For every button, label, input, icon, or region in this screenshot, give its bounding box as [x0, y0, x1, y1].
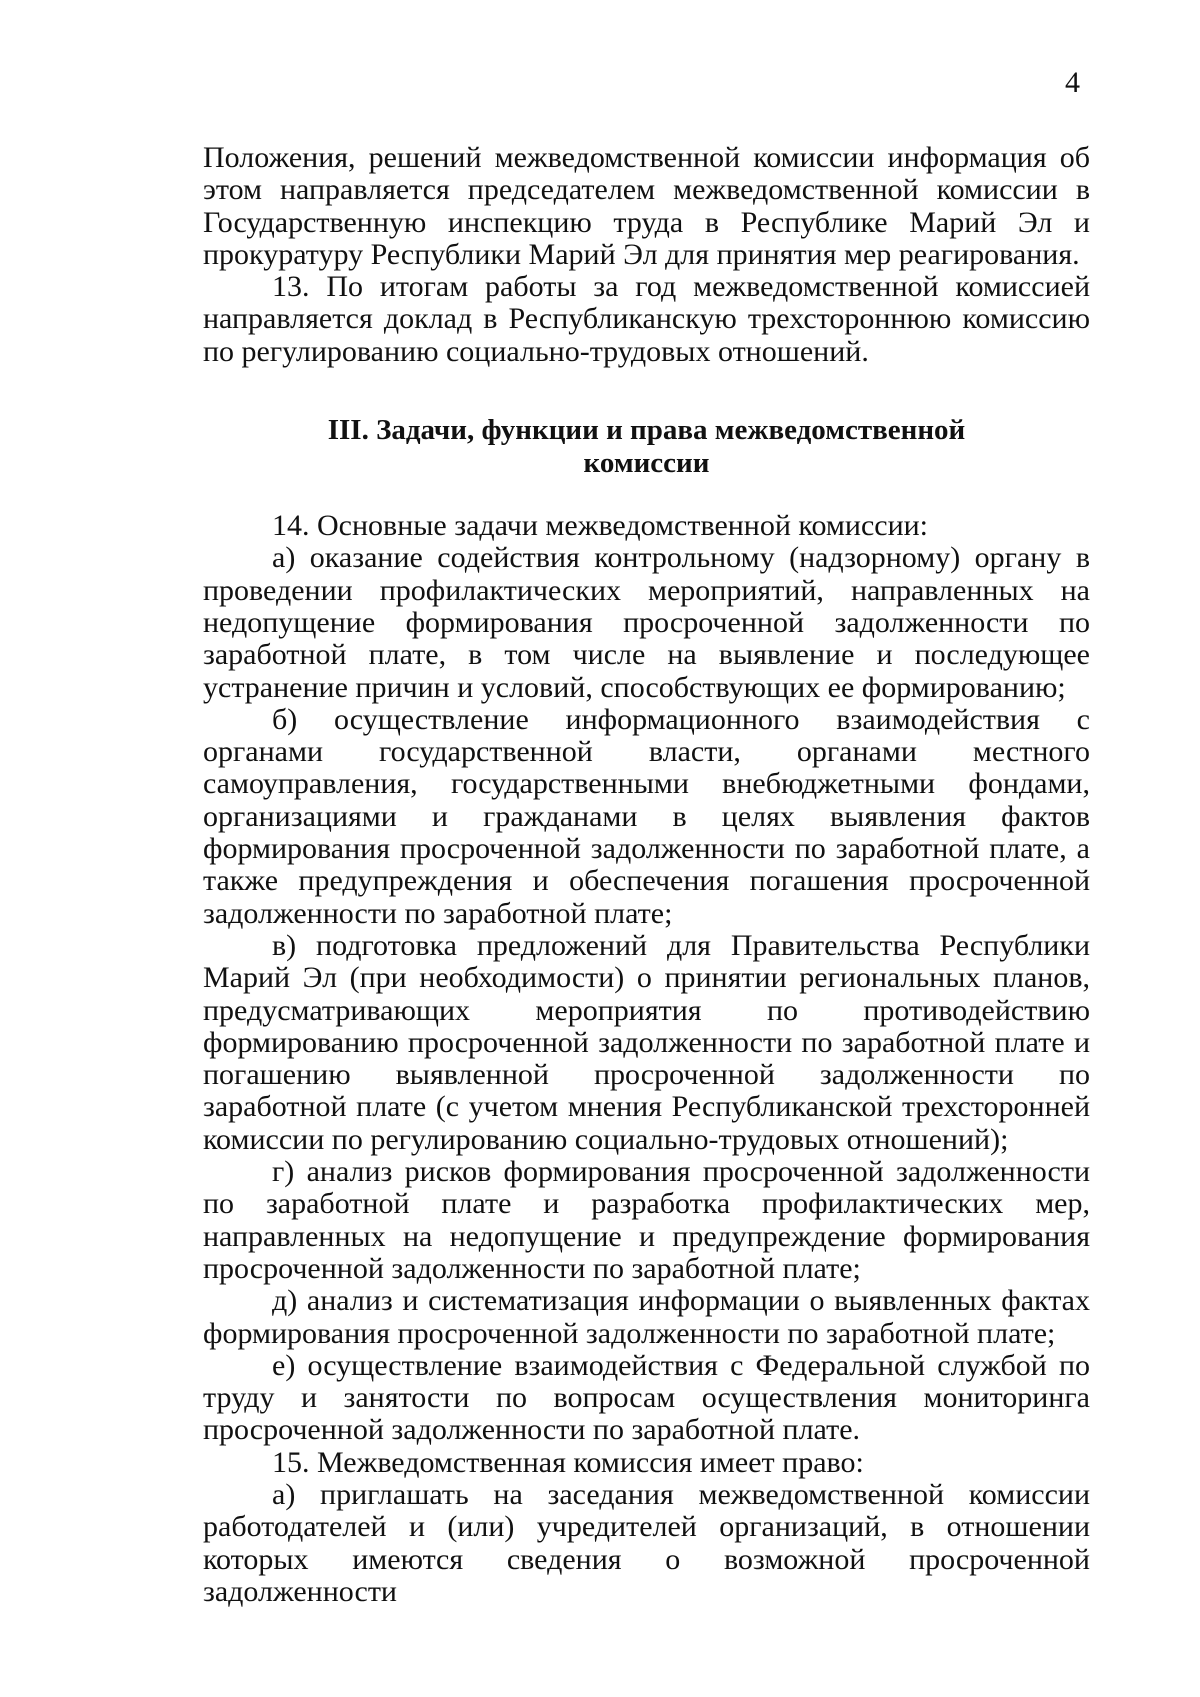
section-heading	[203, 414, 1090, 480]
section-heading-line-2: комиссии	[583, 447, 710, 480]
document-body	[203, 142, 1090, 1608]
paragraph-15: 15. Межведомственная комиссия имеет право:	[272, 1445, 864, 1479]
paragraph-continuation: Положения, решений межведомственной комиссии информация об этом направляется председателем межведомственной комиссии в Государственную инспекцию труда в Республике Марий Эл и прокуратуру Республики Марий Эл для принятия мер реагирования.	[203, 141, 1090, 271]
paragraph-14-d: д) анализ и систематизация информации о выявленных фактах формирования просроченной задолженности по заработной плате;	[203, 1284, 1090, 1350]
paragraph-14-b: б) осуществление информационного взаимодействия с органами государственной власти, органами местного самоуправления, государственными внебюджетными фондами, организациями и гражданами в целях выявления фактов формирования просроченной задолженности по заработной плате, а также предупреждения и обеспечения погашения просроченной задолженности по заработной плате;	[203, 702, 1090, 930]
paragraph-14-a: а) оказание содействия контрольному (надзорному) органу в проведении профилактических мероприятий, направленных на недопущение формирования просроченной задолженности по заработной плате, в том числе на выявление и последующее устранение причин и условий, способствующих ее формированию;	[203, 541, 1090, 704]
paragraph-13: 13. По итогам работы за год межведомственной комиссией направляется доклад в Республиканскую трехстороннюю комиссию по регулированию социально-трудовых отношений.	[203, 270, 1090, 368]
paragraph-15-a: а) приглашать на заседания межведомственной комиссии работодателей и (или) учредителей организаций, в отношении которых имеются сведения о возможной просроченной задолженности	[203, 1477, 1090, 1608]
section-heading-line-1: III. Задачи, функции и права межведомственной	[327, 414, 966, 447]
paragraph-14-g: г) анализ рисков формирования просроченной задолженности по заработной плате и разработка профилактических мер, направленных на недопущение и предупреждение формирования просроченной задолженности по заработной плате;	[203, 1155, 1090, 1285]
paragraph-14-v: в) подготовка предложений для Правительства Республики Марий Эл (при необходимости) о принятии региональных планов, предусматривающих мероприятия по противодействию формированию просроченной задолженности по заработной плате и погашению выявленной просроченной задолженности по заработной плате (с учетом мнения Республиканской трехсторонней комиссии по регулированию социально-трудовых отношений);	[203, 928, 1090, 1156]
paragraph-14-e: е) осуществление взаимодействия с Федеральной службой по труду и занятости по вопросам осуществления мониторинга просроченной задолженности по заработной плате.	[203, 1348, 1090, 1447]
page-number: 4	[1065, 66, 1080, 99]
paragraph-14: 14. Основные задачи межведомственной комиссии:	[272, 509, 929, 543]
